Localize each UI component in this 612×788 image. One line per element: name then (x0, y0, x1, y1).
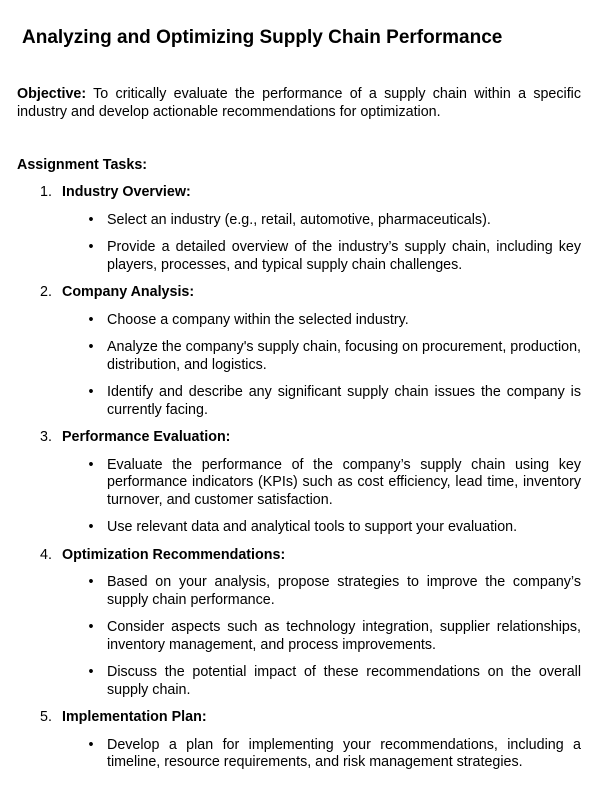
bullet-item (0, 212, 612, 230)
bullet-icon: • (88, 311, 94, 328)
bullet-icon: • (88, 574, 94, 590)
task-item-optimization-recommendations (0, 547, 612, 700)
bullet-icon: • (88, 456, 94, 473)
document-title: Analyzing and Optimizing Supply Chain Performance (22, 27, 503, 48)
task-title: Performance Evaluation: (62, 429, 231, 445)
task-number: 1. (40, 184, 52, 200)
bullet-item (0, 664, 612, 699)
bullet-text: Analyze the company's supply chain, focusing on procurement, production, distribution, and logistics. (107, 339, 582, 373)
task-item-industry-overview (0, 184, 612, 274)
bullet-icon: • (88, 664, 94, 680)
task-item-company-analysis (0, 284, 612, 419)
bullet-item (0, 339, 612, 374)
bullet-item (0, 239, 612, 274)
bullet-icon: • (88, 239, 94, 255)
bullet-text: Based on your analysis, propose strategies to improve the company’s supply chain performance. (107, 574, 581, 608)
task-list (0, 184, 612, 782)
bullet-text: Provide a detailed overview of the industry’s supply chain, including key players, processes, and typical supply chain challenges. (107, 239, 581, 273)
bullet-list (0, 212, 612, 275)
bullet-icon: • (88, 211, 94, 228)
task-title: Optimization Recommendations: (62, 546, 286, 563)
task-number: 3. (40, 429, 52, 445)
task-heading (0, 709, 612, 727)
bullet-text: Select an industry (e.g., retail, automotive, pharmaceuticals). (107, 211, 491, 228)
task-number: 2. (40, 284, 52, 300)
bullet-item (0, 737, 612, 772)
task-heading (0, 284, 612, 302)
objective-text: To critically evaluate the performance of a supply chain within a specific industry and develop actionable recommendations for optimization. (17, 86, 581, 120)
task-heading (0, 184, 612, 202)
bullet-list (0, 737, 612, 772)
bullet-text: Use relevant data and analytical tools to support your evaluation. (107, 519, 518, 535)
assignment-tasks-heading: Assignment Tasks: (17, 157, 148, 173)
bullet-item (0, 574, 612, 609)
bullet-text: Consider aspects such as technology integration, supplier relationships, inventory management, and process improvements. (107, 619, 581, 653)
bullet-text: Discuss the potential impact of these recommendations on the overall supply chain. (107, 664, 581, 698)
bullet-text: Identify and describe any significant supply chain issues the company is currently facing. (107, 384, 581, 418)
bullet-icon: • (88, 736, 94, 753)
bullet-icon: • (88, 339, 94, 355)
bullet-item (0, 457, 612, 510)
bullet-list (0, 312, 612, 420)
task-title: Implementation Plan: (62, 709, 207, 725)
task-number: 4. (40, 546, 52, 563)
bullet-icon: • (88, 384, 94, 400)
objective-paragraph (17, 86, 581, 121)
bullet-item (0, 384, 612, 419)
bullet-text: Evaluate the performance of the company’s supply chain using key performance indicators (KPIs) such as cost efficiency, lead time, inventory turnover, and customer satisfaction. (107, 456, 581, 508)
bullet-item (0, 519, 612, 537)
task-title: Company Analysis: (62, 284, 195, 300)
task-item-performance-evaluation (0, 429, 612, 537)
task-heading (0, 547, 612, 565)
bullet-item (0, 312, 612, 330)
objective-label: Objective: (17, 86, 87, 102)
bullet-item (0, 619, 612, 654)
task-item-implementation-plan (0, 709, 612, 772)
bullet-text: Develop a plan for implementing your recommendations, including a timeline, resource requirements, and risk management strategies. (107, 736, 581, 770)
bullet-icon: • (88, 519, 94, 535)
bullet-list (0, 457, 612, 537)
task-title: Industry Overview: (62, 184, 191, 200)
bullet-text: Choose a company within the selected industry. (107, 311, 409, 328)
task-heading (0, 429, 612, 447)
bullet-icon: • (88, 619, 94, 635)
bullet-list (0, 574, 612, 699)
task-number: 5. (40, 709, 52, 725)
